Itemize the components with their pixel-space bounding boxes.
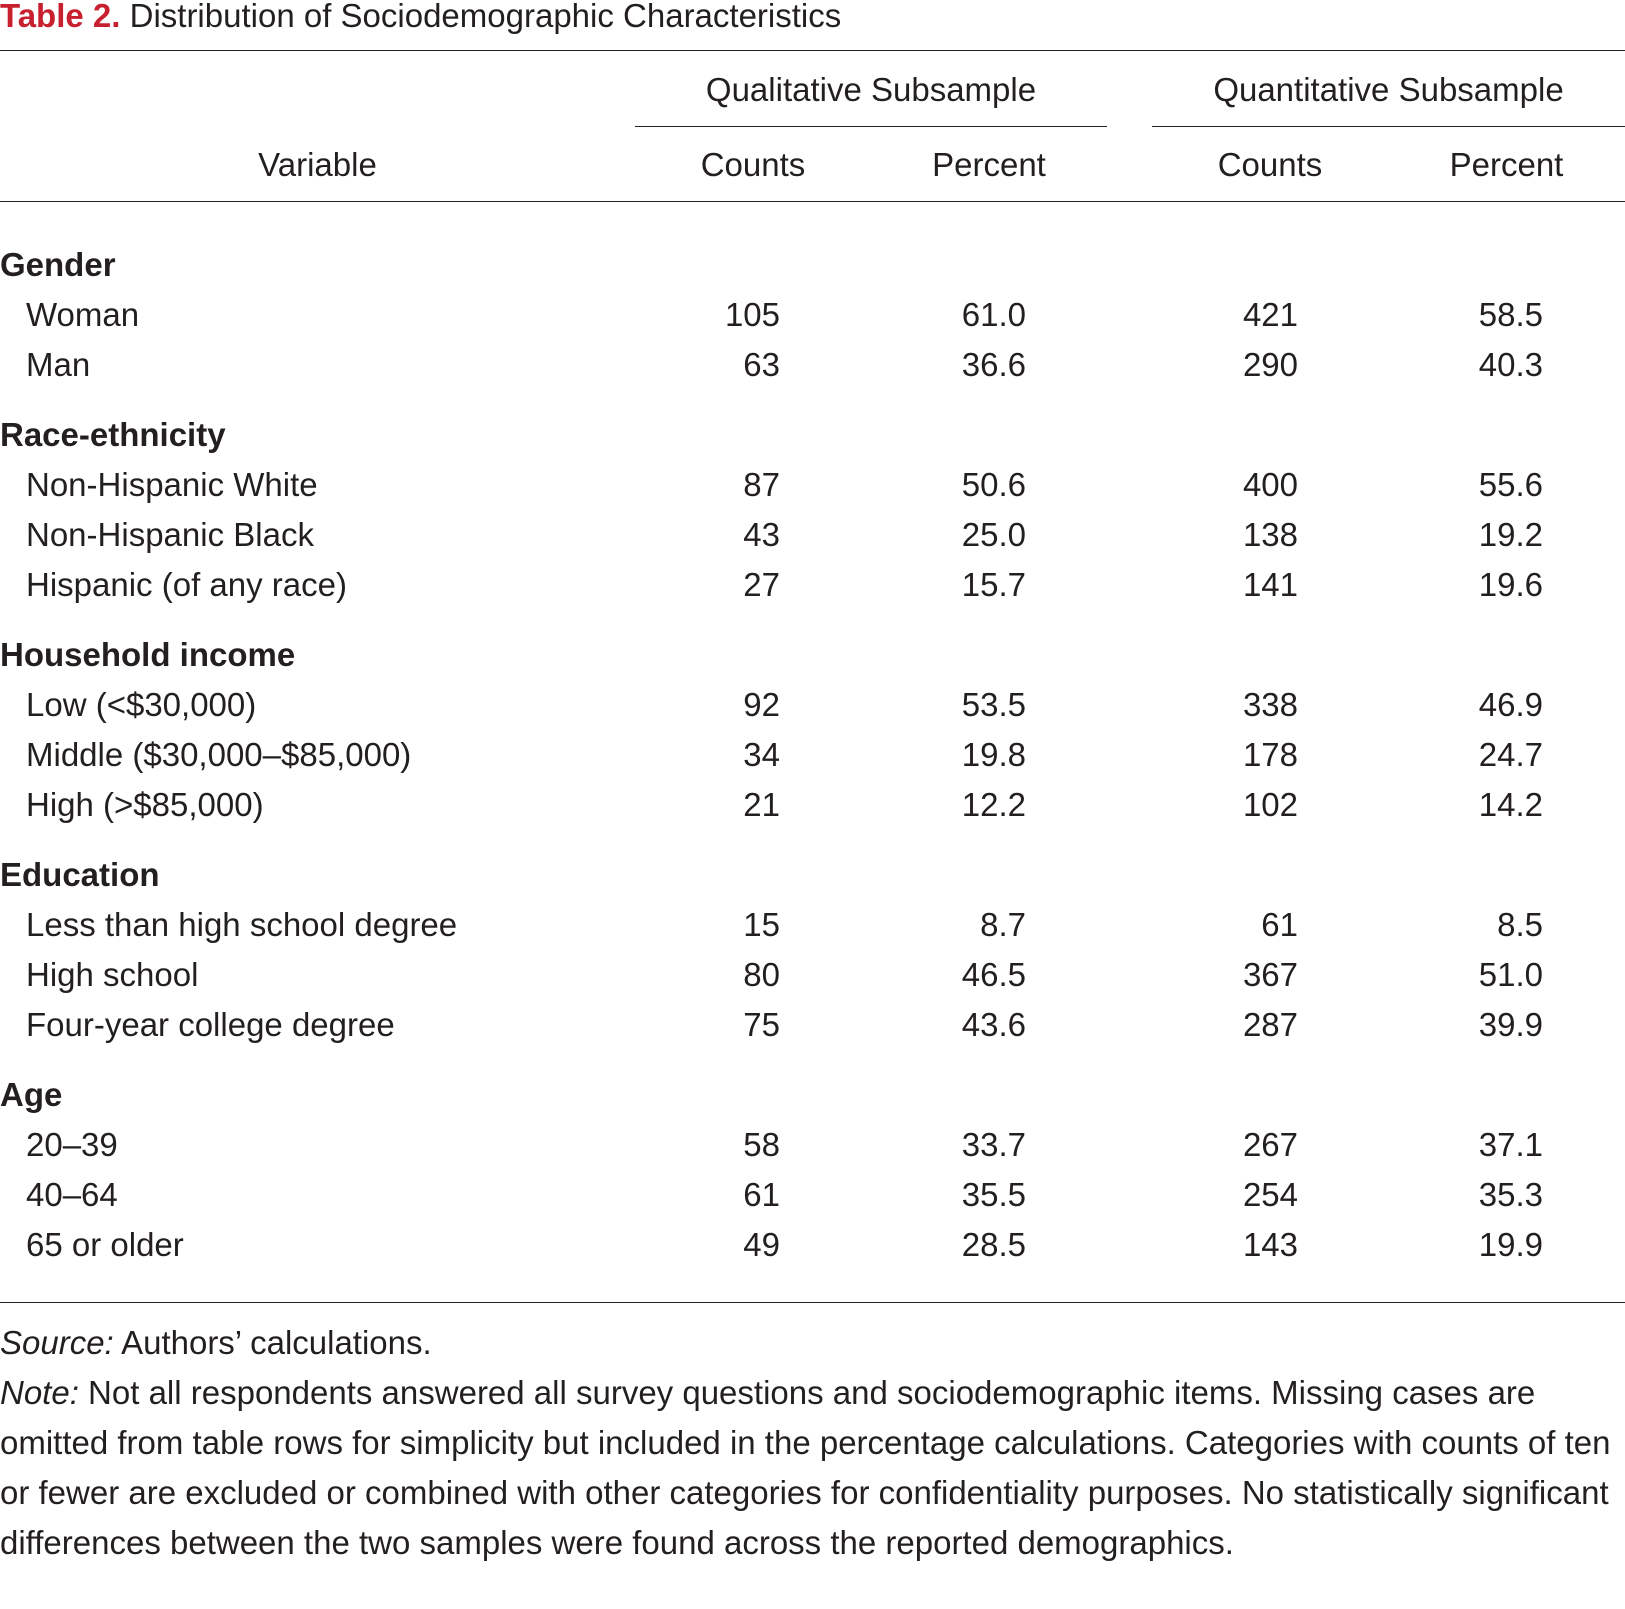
- source-text: Authors’ calculations.: [113, 1324, 432, 1361]
- row-padding: [1543, 780, 1625, 830]
- quant-count-cell: 287: [1242, 1006, 1298, 1043]
- qual-percent-cell: 19.8: [961, 736, 1026, 773]
- general-note: [0, 1368, 1625, 1568]
- quant-count-cell: 400: [1242, 466, 1298, 503]
- table-row: [0, 1170, 1625, 1220]
- spanner-rule-qualitative: [635, 126, 1107, 127]
- qual-count-cell: 43: [743, 516, 780, 553]
- quant-percent-cell: 51.0: [1478, 956, 1543, 993]
- row-padding: [1543, 1170, 1625, 1220]
- variable-cell: Non-Hispanic White: [26, 466, 318, 503]
- variable-cell: Four-year college degree: [26, 1006, 395, 1043]
- quant-count-cell: 61: [1261, 906, 1298, 943]
- row-padding: [1543, 1220, 1625, 1270]
- quant-percent-cell: 19.2: [1478, 516, 1543, 553]
- row-padding: [1543, 680, 1625, 730]
- qual-count-cell: 15: [743, 906, 780, 943]
- note-label: Note:: [0, 1374, 79, 1411]
- data-table: [0, 240, 1625, 1270]
- spanner-rule-quantitative: [1152, 126, 1625, 127]
- header-group-qualitative: Qualitative Subsample: [705, 71, 1037, 108]
- table-body: [0, 240, 1625, 1270]
- quant-percent-cell: 24.7: [1478, 736, 1543, 773]
- header-variable: Variable: [258, 146, 377, 183]
- table-row: [0, 340, 1625, 390]
- variable-cell: 20–39: [26, 1126, 118, 1163]
- qual-count-cell: 63: [743, 346, 780, 383]
- table-row: [0, 730, 1625, 780]
- qual-percent-cell: 12.2: [961, 786, 1026, 823]
- top-rule: [0, 50, 1625, 51]
- variable-cell: 40–64: [26, 1176, 118, 1213]
- qual-percent-cell: 28.5: [961, 1226, 1026, 1263]
- group-spacer: [0, 830, 1625, 850]
- table-row: [0, 1000, 1625, 1050]
- note-text: Not all respondents answered all survey questions and sociodemographic items. Missing cases are omitted from table rows for simplicity but included in the percentage calculations. Categories with counts of ten or fewer are excluded or combined with other categories for confidentiality purposes. No statistically significant differences between the two samples were found across the reported demographics.: [0, 1374, 1611, 1561]
- quant-count-cell: 102: [1242, 786, 1298, 823]
- header-rule: [0, 201, 1625, 202]
- source-label: Source:: [0, 1324, 114, 1361]
- table-row: [0, 950, 1625, 1000]
- table-row: [0, 460, 1625, 510]
- quant-count-cell: 338: [1242, 686, 1298, 723]
- qual-percent-cell: 61.0: [961, 296, 1026, 333]
- group-spacer: [0, 1050, 1625, 1070]
- quant-count-cell: 178: [1242, 736, 1298, 773]
- group-header-row: [0, 240, 1625, 290]
- qual-count-cell: 105: [724, 296, 780, 333]
- qual-count-cell: 21: [743, 786, 780, 823]
- group-name: Household income: [0, 636, 296, 673]
- group-header-row: [0, 850, 1625, 900]
- group-name: Age: [0, 1076, 63, 1113]
- row-padding: [1543, 560, 1625, 610]
- row-padding: [1543, 290, 1625, 340]
- row-padding: [1543, 510, 1625, 560]
- group-spacer: [0, 610, 1625, 630]
- group-header-row: [0, 410, 1625, 460]
- table-row: [0, 680, 1625, 730]
- table-row: [0, 290, 1625, 340]
- row-padding: [1543, 1120, 1625, 1170]
- bottom-rule: [0, 1302, 1625, 1303]
- row-padding: [1543, 950, 1625, 1000]
- qual-count-cell: 58: [743, 1126, 780, 1163]
- table-title: Distribution of Sociodemographic Characteristics: [129, 0, 842, 34]
- qual-percent-cell: 8.7: [980, 906, 1026, 943]
- variable-cell: Middle ($30,000–$85,000): [26, 736, 412, 773]
- quant-count-cell: 267: [1242, 1126, 1298, 1163]
- qual-count-cell: 80: [743, 956, 780, 993]
- quant-percent-cell: 35.3: [1478, 1176, 1543, 1213]
- row-padding: [1543, 1000, 1625, 1050]
- variable-cell: Hispanic (of any race): [26, 566, 347, 603]
- qual-count-cell: 49: [743, 1226, 780, 1263]
- quant-count-cell: 421: [1242, 296, 1298, 333]
- quant-percent-cell: 39.9: [1478, 1006, 1543, 1043]
- qual-count-cell: 34: [743, 736, 780, 773]
- variable-cell: Man: [26, 346, 91, 383]
- table-row: [0, 510, 1625, 560]
- qual-percent-cell: 33.7: [961, 1126, 1026, 1163]
- row-padding: [1543, 460, 1625, 510]
- row-padding: [1543, 900, 1625, 950]
- group-spacer: [0, 390, 1625, 410]
- table-row: [0, 900, 1625, 950]
- qual-count-cell: 27: [743, 566, 780, 603]
- variable-cell: Non-Hispanic Black: [26, 516, 314, 553]
- quant-count-cell: 290: [1242, 346, 1298, 383]
- quant-percent-cell: 14.2: [1478, 786, 1543, 823]
- quant-count-cell: 367: [1242, 956, 1298, 993]
- variable-cell: Low (<$30,000): [26, 686, 257, 723]
- quant-percent-cell: 19.9: [1478, 1226, 1543, 1263]
- quant-percent-cell: 37.1: [1478, 1126, 1543, 1163]
- table-row: [0, 560, 1625, 610]
- group-header-row: [0, 1070, 1625, 1120]
- qual-percent-cell: 36.6: [961, 346, 1026, 383]
- header-quant-percent: Percent: [1449, 146, 1564, 183]
- group-name: Education: [0, 856, 160, 893]
- variable-cell: High school: [26, 956, 199, 993]
- qual-percent-cell: 35.5: [961, 1176, 1026, 1213]
- qual-count-cell: 87: [743, 466, 780, 503]
- qual-percent-cell: 50.6: [961, 466, 1026, 503]
- header-qual-counts: Counts: [700, 146, 806, 183]
- group-header-row: [0, 630, 1625, 680]
- variable-cell: Woman: [26, 296, 140, 333]
- group-name: Race-ethnicity: [0, 416, 226, 453]
- table-row: [0, 1120, 1625, 1170]
- quant-count-cell: 254: [1242, 1176, 1298, 1213]
- header-quant-counts: Counts: [1217, 146, 1323, 183]
- quant-count-cell: 141: [1242, 566, 1298, 603]
- table-notes: [0, 1318, 1625, 1568]
- header-group-quantitative: Quantitative Subsample: [1213, 71, 1564, 108]
- table-row: [0, 780, 1625, 830]
- quant-percent-cell: 19.6: [1478, 566, 1543, 603]
- qual-percent-cell: 43.6: [961, 1006, 1026, 1043]
- qual-count-cell: 75: [743, 1006, 780, 1043]
- quant-percent-cell: 40.3: [1478, 346, 1543, 383]
- quant-count-cell: 138: [1242, 516, 1298, 553]
- variable-cell: Less than high school degree: [26, 906, 458, 943]
- quant-count-cell: 143: [1242, 1226, 1298, 1263]
- variable-cell: High (>$85,000): [26, 786, 264, 823]
- quant-percent-cell: 55.6: [1478, 466, 1543, 503]
- group-name: Gender: [0, 246, 116, 283]
- table-row: [0, 1220, 1625, 1270]
- qual-percent-cell: 46.5: [961, 956, 1026, 993]
- table-number: Table 2.: [0, 0, 121, 34]
- row-padding: [1543, 730, 1625, 780]
- quant-percent-cell: 8.5: [1497, 906, 1543, 943]
- variable-cell: 65 or older: [26, 1226, 184, 1263]
- header-qual-percent: Percent: [932, 146, 1046, 183]
- quant-percent-cell: 46.9: [1478, 686, 1543, 723]
- source-note: [0, 1318, 1625, 1368]
- qual-percent-cell: 15.7: [961, 566, 1026, 603]
- qual-count-cell: 92: [743, 686, 780, 723]
- qual-percent-cell: 53.5: [961, 686, 1026, 723]
- qual-percent-cell: 25.0: [961, 516, 1026, 553]
- row-padding: [1543, 340, 1625, 390]
- qual-count-cell: 61: [743, 1176, 780, 1213]
- table-caption: [0, 0, 841, 40]
- quant-percent-cell: 58.5: [1478, 296, 1543, 333]
